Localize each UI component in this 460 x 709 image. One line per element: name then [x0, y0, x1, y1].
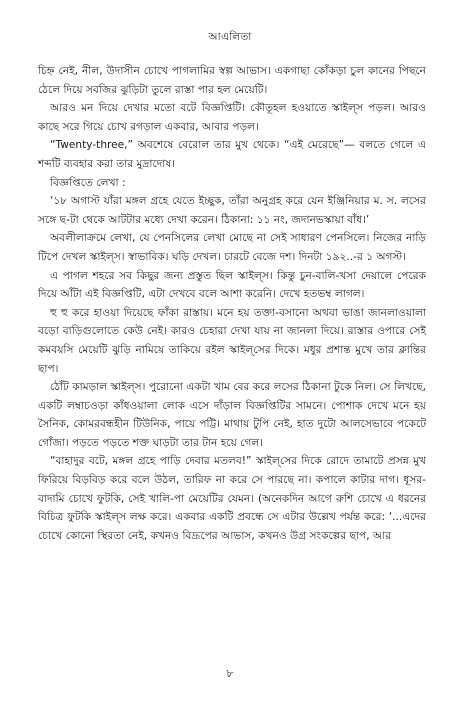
- paragraph: হু হু করে হাওয়া দিয়েছে ফাঁকা রাস্তায়। মনে হয় তক্তা-বসানো অথবা ভাঙা জানলাওয়ালা বড়ো বাড়িগুলোতে কেউ নেই। কারও চেহারা দেখা যায় না জানলা দিয়ে। রাস্তার ওপারে সেই কমবয়সি মেয়েটি ঝুড়ি নামিয়ে তাকিয়ে রইল স্কাইল্‌সের দিকে। মধুর প্রশান্ত মুখে তার ক্লান্তির ছাপ।: [38, 306, 426, 375]
- paragraph: “Twenty-three,” অবশেষে বেরোল তার মুখ থেকে। “এই মেরেছে”— বলতে গেলে এ শব্দটি ব্যবহার করা তার মুদ্রাদোষ।: [38, 139, 426, 170]
- running-head: আএলিতা: [208, 31, 252, 43]
- paragraph: চিহ্ন নেই, নীল, উদাসীন চোখে পাগলামির স্বল্প আভাস। একগাছা কোঁকড়া চুল কানের পিছনে ঠেলে দিয়ে সবজির ঝুড়িটা তুলে রাস্তা পার হল মেয়েটি।: [38, 65, 426, 96]
- body-text: [38, 62, 426, 545]
- paragraph: ঠোঁট কামড়াল স্কাইল্‌স। পুরোনো একটা খাম বের করে লসের ঠিকানা টুকে নিল। সে লিখছে, একটি লম্বাচওড়া কাঁধওয়ালা লোক এসে দাঁড়াল বিজ্ঞপ্তিটির সামনে। পোশাক দেখে মনে হয় সৈনিক, কোমরবন্ধহীন টিউনিক, পায়ে পট্টি। মাথায় টুপি নেই, হাত দুটো আলসেভাবে পকেটে গোঁজা। পড়তে পড়তে শক্ত ঘাড়টা তার টান হয়ে গেল।: [38, 381, 426, 449]
- paragraph: এ পাগল শহরে সব কিছুর জন্য প্রস্তুত ছিল স্কাইল্‌স। কিন্তু চুন-বালি-খসা দেয়ালে পেরেক দিয়ে আঁটা এই বিজ্ঞপ্তিটি, এটা দেখবে বলে আশা করেনি। দেখে হতভম্ব লাগল।: [38, 269, 426, 301]
- paragraph: ‘১৮ অগাস্ট যাঁরা মঙ্গল গ্রহে যেতে ইচ্ছুক, তাঁরা অনুগ্রহ করে যেন ইঞ্জিনিয়ার ম. স. লসের সঙ্গে ছ-টা থেকে আটটার মধ্যে দেখা করেন। ঠিকানা: ১১ নং, জদানভস্কায়া বাঁধ।’: [38, 195, 426, 226]
- page-number: ৮: [226, 667, 234, 680]
- paragraph: অবলীলাক্রমে লেখা, যে পেনসিলের লেখা মোছে না সেই সাধারণ পেনসিলে। নিজের নাড়ি টিপে দেখল স্কাইল্‌স। স্বাভাবিক। ঘড়ি দেখল। চারটে বেজে দশ। দিনটা ১৯২..-র ১ অগস্ট।: [38, 232, 426, 263]
- paragraph: “বাহাদুর বটে, মঙ্গল গ্রহে পাড়ি দেবার মতলব!” স্কাইল্‌সের দিকে রোদে তামাটে প্রসন্ন মুখ ফিরিয়ে বিড়বিড় করে বলে উঠল, তারিফ না করে সে পারছে না। কপালে কাটার দাগ। ধূসর-বাদামি চোখে ফুটকি, সেই খালি-পা মেয়েটির যেমন। (অনেকদিন আগে রুশি চোখে এ ধরনের বিচিত্র ফুটকি স্কাইল্‌স লক্ষ করে। একবার একটি প্রবন্ধে সে এটার উল্লেখ পর্যন্ত করে: ‘...এদের চোখে কোনো স্থিরতা নেই, কখনও বিদ্রূপের আভাস, কখনও উগ্র সংকল্পের ছাপ, আর: [38, 455, 426, 542]
- paragraph: আরও মন দিয়ে দেখার মতো বটে বিজ্ঞপ্তিটি। কৌতূহল হওয়াতে স্কাইল্‌স পড়ল। আরও কাছে সরে গিয়ে চোখ রগড়াল একবার, আবার পড়ল।: [38, 102, 426, 133]
- paragraph: বিজ্ঞপ্তিতে লেখা :: [50, 176, 126, 189]
